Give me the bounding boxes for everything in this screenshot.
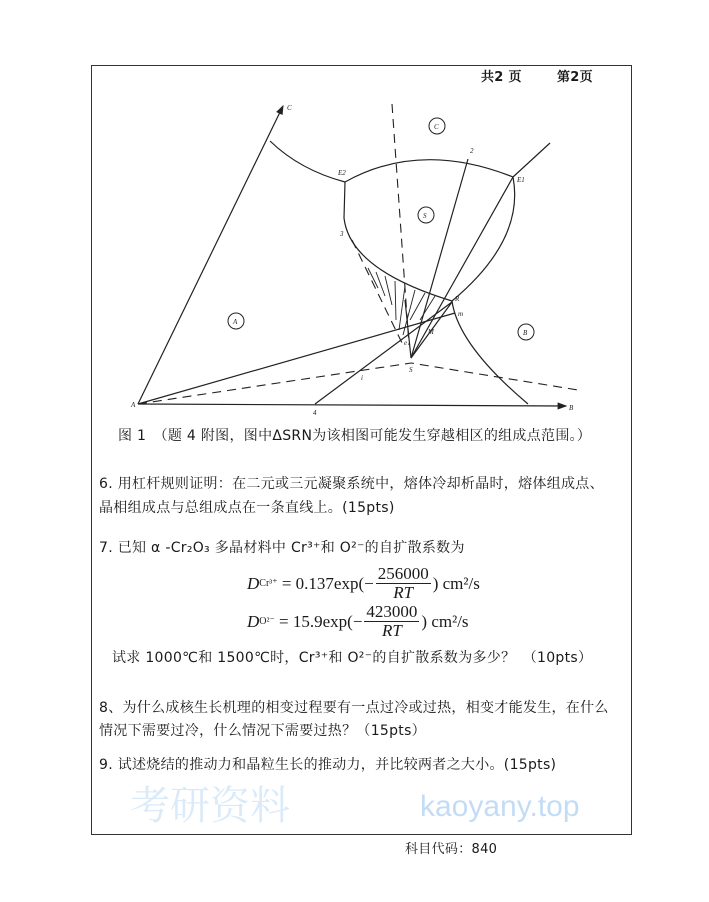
label-s: S	[409, 366, 413, 374]
eq1-numerator: 256000	[377, 564, 429, 583]
label-m: m	[458, 310, 464, 318]
q6-line1: 6. 用杠杆规则证明：在二元或三元凝聚系统中，熔体冷却析晶时，熔体组成点、	[99, 476, 604, 492]
label-b: B	[569, 404, 574, 412]
watermark-cn: 考研资料	[130, 783, 290, 829]
eq2-denominator: RT	[382, 621, 402, 640]
q7-intro: 7. 已知 α -Cr₂O₃ 多晶材料中 Cr³⁺和 O²⁻的自扩散系数为	[99, 540, 465, 556]
boundary-e2-r	[344, 182, 452, 301]
label-c: C	[287, 104, 292, 112]
line-4-r	[315, 302, 452, 404]
q7-equation-o	[247, 603, 469, 640]
watermark-url: kaoyany.top	[420, 790, 580, 823]
q7-question: 试求 1000℃和 1500℃时，Cr³⁺和 O²⁻的自扩散系数为多少？ （10pts）	[112, 650, 593, 666]
q6-line2: 晶相组成点与总组成点在一条直线上。(15pts)	[99, 500, 395, 516]
eq2-units: ) cm²/s	[421, 611, 469, 631]
label-e2: E2	[338, 169, 346, 177]
label-e1: E1	[517, 176, 525, 184]
boundary-c-e2	[270, 141, 345, 182]
eq1-symbol: D	[247, 573, 260, 593]
region-b-label: B	[523, 329, 528, 337]
axis-ac	[138, 106, 283, 404]
dashed-a-s-b	[138, 363, 578, 404]
label-a: A	[131, 401, 136, 409]
line-2-s	[411, 159, 468, 358]
label-3: 3	[340, 230, 344, 238]
region-s-label: S	[423, 212, 427, 220]
eq1-denominator: RT	[393, 583, 414, 602]
page-total: 共2 页	[481, 70, 522, 85]
q7-equation-cr	[247, 565, 480, 602]
label-r: R	[455, 295, 460, 303]
q8-line2: 情况下需要过冷，什么情况下需要过热？（15pts）	[99, 723, 426, 739]
label-4: 4	[313, 409, 317, 417]
boundary-e2-e1	[345, 160, 513, 182]
boundary-m-b	[452, 301, 528, 404]
figure-caption: 图 1 （题 4 附图，图中ΔSRN为该相图可能发生穿越相区的组成点范围。）	[118, 428, 592, 444]
axis-ab	[138, 404, 566, 406]
page-current: 第2页	[557, 70, 593, 85]
eq2-prefix: = 15.9exp(−	[279, 611, 363, 631]
subject-code: 科目代码：840	[405, 842, 498, 857]
boundary-e1-ext	[513, 143, 550, 177]
eq1-subscript: Cr³⁺	[259, 578, 278, 589]
label-m-upper: M	[428, 328, 434, 336]
q8-line1: 8、为什么成核生长机理的相变过程要有一点过冷或过热，相变才能发生，在什么	[99, 700, 609, 716]
eq2-numerator: 423000	[366, 602, 418, 621]
eq2-symbol: D	[247, 611, 260, 631]
eq2-subscript: O²⁻	[259, 616, 275, 627]
region-a-label: A	[233, 318, 238, 326]
label-i: i	[361, 374, 363, 382]
q9-line1: 9. 试述烧结的推动力和晶粒生长的推动力，并比较两者之大小。(15pts)	[99, 757, 557, 773]
region-c-label: C	[434, 123, 439, 131]
label-2: 2	[470, 147, 474, 155]
hatched-region	[368, 268, 435, 335]
eq1-units: ) cm²/s	[432, 573, 480, 593]
label-e: e	[404, 339, 408, 347]
eq1-prefix: = 0.137exp(−	[281, 573, 374, 593]
boundary-e1-r	[452, 177, 515, 301]
